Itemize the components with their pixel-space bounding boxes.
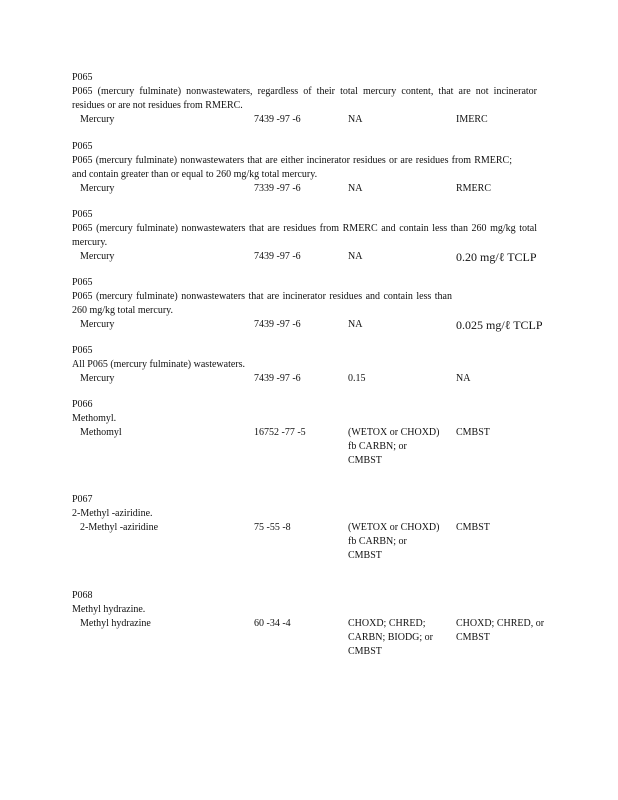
constituent-row <box>72 250 542 264</box>
constituent-name: 2-Methyl -aziridine <box>80 522 159 533</box>
constituent-row <box>72 521 542 577</box>
waste-code-entry <box>72 71 542 127</box>
nonwastewater-standard: 0.025 mg/ℓ TCLP <box>456 318 543 332</box>
constituent-name: Mercury <box>80 183 115 194</box>
wastewater-standard: 0.15 <box>348 373 366 384</box>
waste-description: 2-Methyl -aziridine. <box>72 508 153 519</box>
waste-description: Methomyl. <box>72 413 117 424</box>
waste-code-entry <box>72 276 542 332</box>
wastewater-standard: (WETOX or CHOXD) fb CARBN; or CMBST <box>348 522 440 561</box>
waste-code-entry <box>72 398 542 482</box>
wastewater-standard: NA <box>348 251 363 262</box>
constituent-row <box>72 372 542 386</box>
waste-code: P065 <box>72 345 93 356</box>
waste-code: P065 <box>72 141 93 152</box>
constituent-name: Mercury <box>80 251 115 262</box>
constituent-name: Methyl hydrazine <box>80 618 151 629</box>
nonwastewater-standard: CMBST <box>456 427 490 438</box>
constituent-row <box>72 182 542 196</box>
constituent-row <box>72 617 545 659</box>
wastewater-standard: NA <box>348 114 363 125</box>
cas-number: 7439 -97 -6 <box>254 319 301 330</box>
waste-description: Methyl hydrazine. <box>72 604 146 615</box>
waste-description: P065 (mercury fulminate) nonwastewaters, regardless of their total mercury content, that are not incinerator residues or are not residues from RMERC. <box>72 86 537 111</box>
waste-description: P065 (mercury fulminate) nonwastewaters that are residues from RMERC and contain less than 260 mg/kg total mercury. <box>72 223 537 248</box>
constituent-name: Methomyl <box>80 427 122 438</box>
waste-description: All P065 (mercury fulminate) wastewaters. <box>72 359 246 370</box>
wastewater-standard: (WETOX or CHOXD) fb CARBN; or CMBST <box>348 427 440 466</box>
waste-description: P065 (mercury fulminate) nonwastewaters that are either incinerator residues or are residues from RMERC; and contain greater than or equal to 260 mg/kg total mercury. <box>72 155 512 180</box>
nonwastewater-standard: RMERC <box>456 183 492 194</box>
constituent-row <box>72 318 542 332</box>
waste-code-entry <box>72 344 542 386</box>
cas-number: 75 -55 -8 <box>254 522 291 533</box>
constituent-row <box>72 426 542 482</box>
waste-code: P067 <box>72 494 93 505</box>
wastewater-standard: NA <box>348 183 363 194</box>
constituent-row <box>72 113 542 127</box>
wastewater-standard: NA <box>348 319 363 330</box>
waste-code-entry <box>72 589 545 659</box>
cas-number: 7439 -97 -6 <box>254 251 301 262</box>
waste-code: P068 <box>72 590 93 601</box>
waste-code-entry <box>72 208 542 264</box>
nonwastewater-standard: CMBST <box>456 522 490 533</box>
cas-number: 16752 -77 -5 <box>254 427 306 438</box>
constituent-name: Mercury <box>80 373 115 384</box>
cas-number: 7439 -97 -6 <box>254 373 301 384</box>
constituent-name: Mercury <box>80 114 115 125</box>
waste-code: P065 <box>72 277 93 288</box>
waste-code: P065 <box>72 209 93 220</box>
constituent-name: Mercury <box>80 319 115 330</box>
waste-code: P066 <box>72 399 93 410</box>
waste-description: P065 (mercury fulminate) nonwastewaters that are incinerator residues and contain less than 260 mg/kg total mercury. <box>72 291 452 316</box>
cas-number: 60 -34 -4 <box>254 618 291 629</box>
waste-code-entry <box>72 140 542 196</box>
nonwastewater-standard: IMERC <box>456 114 488 125</box>
nonwastewater-standard: NA <box>456 373 471 384</box>
nonwastewater-standard: CHOXD; CHRED, or CMBST <box>456 618 545 643</box>
cas-number: 7339 -97 -6 <box>254 183 301 194</box>
wastewater-standard: CHOXD; CHRED; CARBN; BIODG; or CMBST <box>348 618 434 657</box>
nonwastewater-standard: 0.20 mg/ℓ TCLP <box>456 250 537 264</box>
waste-code-entry <box>72 493 542 577</box>
waste-code: P065 <box>72 72 93 83</box>
cas-number: 7439 -97 -6 <box>254 114 301 125</box>
